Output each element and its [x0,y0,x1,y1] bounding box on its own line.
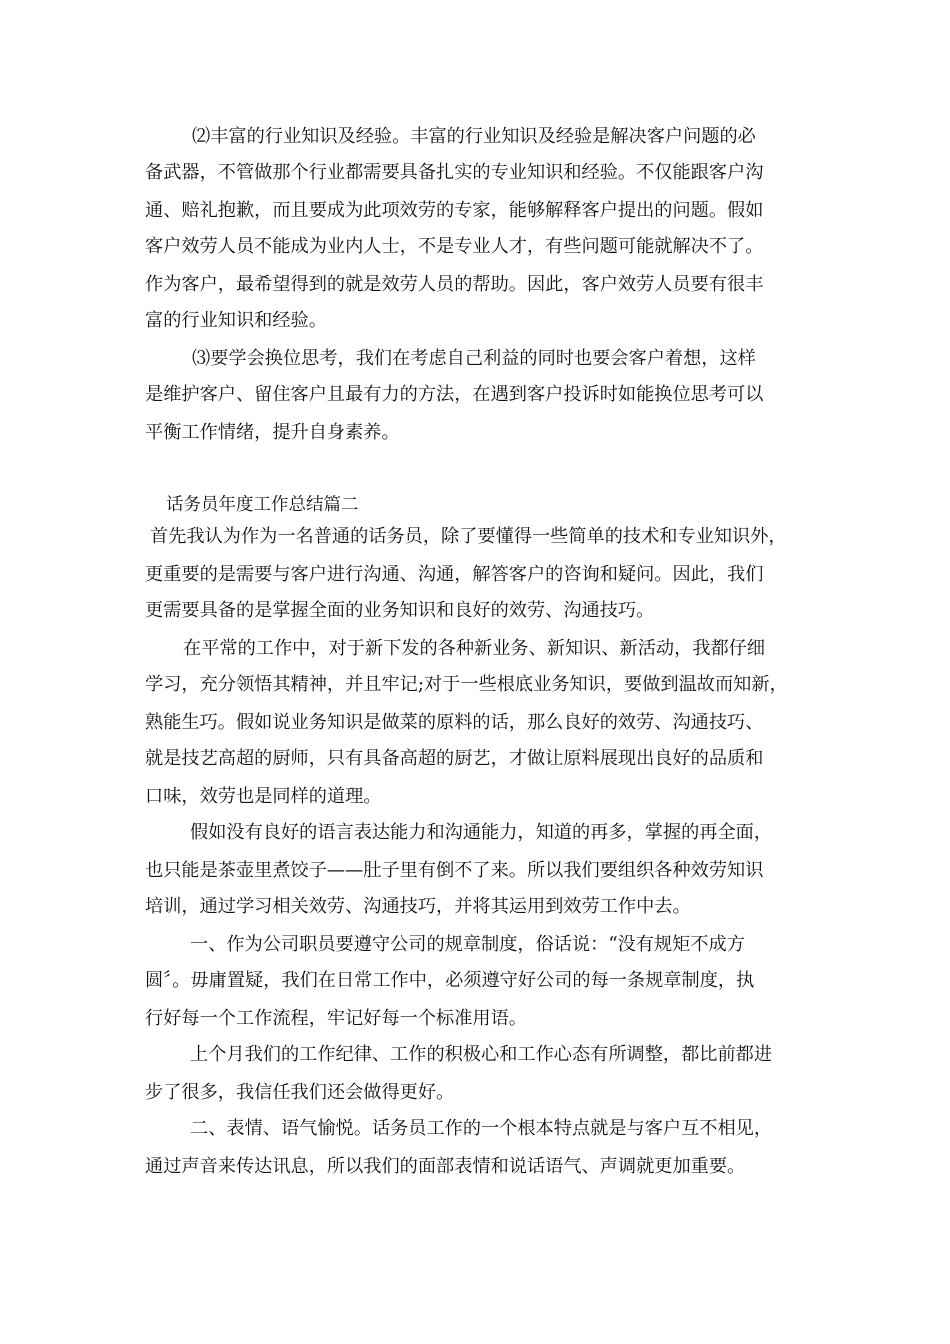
paragraph-line: 富的行业知识和经验。 [145,310,327,331]
paragraph-line: ⑵丰富的行业知识及经验。丰富的行业知识及经验是解决客户问题的必 [192,126,756,147]
paragraph-line: 熟能生巧。假如说业务知识是做菜的原料的话，那么良好的效劳、沟通技巧、 [145,712,764,733]
paragraph-line: 首先我认为作为一名普通的话务员，除了要懂得一些简单的技术和专业知识外， [150,526,787,547]
paragraph-line: 更重要的是需要与客户进行沟通、沟通，解答客户的咨询和疑问。因此，我们 [145,564,764,585]
paragraph-line: 作为客户，最希望得到的就是效劳人员的帮助。因此，客户效劳人员要有很丰 [145,274,764,295]
paragraph-line: 上个月我们的工作纪律、工作的积极心和工作心态有所调整，都比前都进 [190,1044,773,1065]
paragraph-line: 在平常的工作中，对于新下发的各种新业务、新知识、新活动，我都仔细 [183,638,766,659]
paragraph-line: 假如没有良好的语言表达能力和沟通能力，知道的再多，掌握的再全面， [190,822,773,843]
paragraph-line: 通过声音来传达讯息，所以我们的面部表情和说话语气、声调就更加重要。 [145,1156,746,1177]
paragraph-line: 是维护客户、留住客户且最有力的方法，在遇到客户投诉时如能换位思考可以 [145,384,764,405]
paragraph-line: 行好每一个工作流程，牢记好每一个标准用语。 [145,1008,527,1029]
paragraph-line: 圆〞。毋庸置疑，我们在日常工作中，必须遵守好公司的每一条规章制度，执 [145,970,755,991]
section-heading: 话务员年度工作总结篇二 [166,495,359,515]
paragraph-line: 备武器，不管做那个行业都需要具备扎实的专业知识和经验。不仅能跟客户沟 [145,162,764,183]
paragraph-line: 二、表情、语气愉悦。话务员工作的一个根本特点就是与客户互不相见， [190,1118,773,1139]
paragraph-line: 口味，效劳也是同样的道理。 [145,786,382,807]
paragraph-line: 客户效劳人员不能成为业内人士，不是专业人才，有些问题可能就解决不了。 [145,236,764,257]
paragraph-line: 平衡工作情绪，提升自身素养。 [145,422,400,443]
paragraph-line: 一、作为公司职员要遵守公司的规章制度，俗话说：“没有规矩不成方 [190,934,745,955]
paragraph-line: 就是技艺高超的厨师，只有具备高超的厨艺，才做让原料展现出良好的品质和 [145,748,764,769]
paragraph-line: 培训，通过学习相关效劳、沟通技巧，并将其运用到效劳工作中去。 [145,896,691,917]
paragraph-line: 通、赔礼抱歉，而且要成为此项效劳的专家，能够解释客户提出的问题。假如 [145,200,764,221]
paragraph-line: ⑶要学会换位思考，我们在考虑自己利益的同时也要会客户着想，这样 [192,348,756,369]
paragraph-line: 也只能是茶壶里煮饺子——肚子里有倒不了来。所以我们要组织各种效劳知识 [145,860,764,881]
paragraph-line: 学习，充分领悟其精神，并且牢记;对于一些根底业务知识，要做到温故而知新， [145,674,788,695]
paragraph-line: 更需要具备的是掌握全面的业务知识和良好的效劳、沟通技巧。 [145,600,655,621]
paragraph-line: 步了很多，我信任我们还会做得更好。 [145,1082,455,1103]
